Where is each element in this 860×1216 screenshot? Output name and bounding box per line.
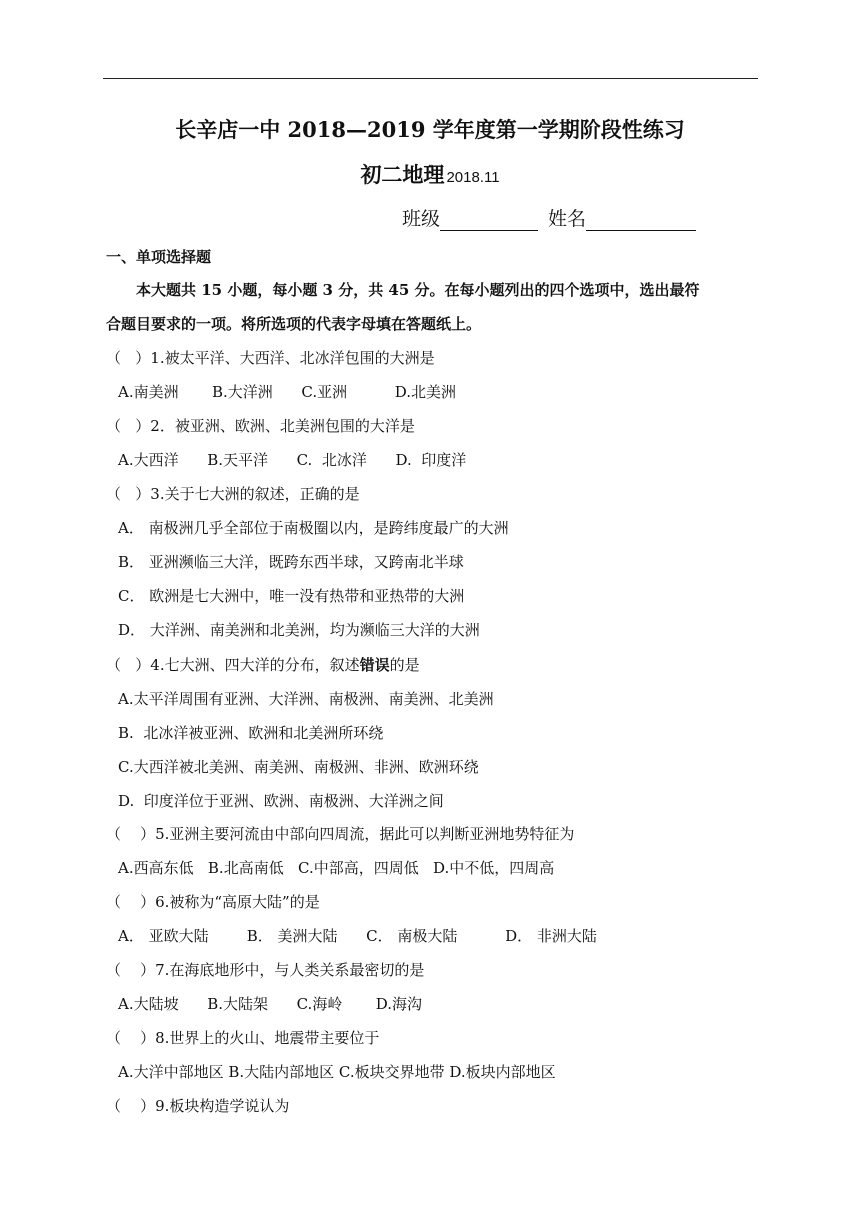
question-6-stem: （ ）6.被称为“高原大陆”的是 xyxy=(106,893,320,911)
question-3-option-c: C． 欧洲是七大洲中，唯一没有热带和亚热带的大洲 xyxy=(118,587,465,605)
section-intro-line2: 合题目要求的一项。将所选项的代表字母填在答题纸上。 xyxy=(106,315,482,333)
name-label: 姓名 xyxy=(548,208,587,230)
question-5-options: A.西高东低 B.北高南低 C.中部高，四周低 D.中不低，四周高 xyxy=(118,859,555,877)
question-1-options: A.南美洲 B.大洋洲 C.亚洲 D.北美洲 xyxy=(118,383,457,401)
question-4-option-d: D. 印度洋位于亚洲、欧洲、南极洲、大洋洲之间 xyxy=(118,792,444,810)
exam-title: 长辛店一中 2018—2019 学年度第一学期阶段性练习 xyxy=(175,117,685,142)
question-8-options: A.大洋中部地区 B.大陆内部地区 C.板块交界地带 D.板块内部地区 xyxy=(118,1063,556,1081)
name-blank[interactable] xyxy=(586,208,696,231)
question-4-option-c: C.大西洋被北美洲、南美洲、南极洲、非洲、欧洲环绕 xyxy=(118,758,479,776)
question-3-stem: （ ）3.关于七大洲的叙述，正确的是 xyxy=(106,485,360,503)
header-rule xyxy=(103,78,758,79)
question-7-stem: （ ）7.在海底地形中，与人类关系最密切的是 xyxy=(106,961,425,979)
question-3-option-d: D． 大洋洲、南美洲和北美洲，均为濒临三大洋的大洲 xyxy=(118,621,480,639)
class-label: 班级 xyxy=(402,208,441,230)
question-2-options: A.大西洋 B.天平洋 C. 北冰洋 D. 印度洋 xyxy=(118,451,467,469)
question-6-options: A． 亚欧大陆 B． 美洲大陆 C． 南极大陆 D． 非洲大陆 xyxy=(118,927,597,945)
question-4-stem xyxy=(106,654,420,675)
subject-label: 初二地理 xyxy=(360,162,445,187)
question-5-stem: （ ）5.亚洲主要河流由中部向四周流，据此可以判断亚洲地势特征为 xyxy=(106,825,575,843)
question-2-stem: （ ）2．被亚洲、欧洲、北美洲包围的大洋是 xyxy=(106,417,415,435)
question-8-stem: （ ）8.世界上的火山、地震带主要位于 xyxy=(106,1029,380,1047)
question-7-options: A.大陆坡 B.大陆架 C.海岭 D.海沟 xyxy=(118,995,422,1013)
question-4-option-a: A.太平洋周围有亚洲、大洋洲、南极洲、南美洲、北美洲 xyxy=(118,690,494,708)
section-intro-line1: 本大题共 15 小题，每小题 3 分，共 45 分。在每小题列出的四个选项中，选出最符 xyxy=(136,281,700,299)
question-4-option-b: B. 北冰洋被亚洲、欧洲和北美洲所环绕 xyxy=(118,724,384,742)
section-heading: 一、单项选择题 xyxy=(106,248,212,266)
question-1-stem: （ ）1.被太平洋、大西洋、北冰洋包围的大洲是 xyxy=(106,349,435,367)
class-blank[interactable] xyxy=(440,208,538,231)
exam-date: 2018.11 xyxy=(446,169,500,186)
question-3-option-b: B． 亚洲濒临三大洋，既跨东西半球，又跨南北半球 xyxy=(118,553,464,571)
question-9-stem: （ ）9.板块构造学说认为 xyxy=(106,1097,290,1115)
student-info xyxy=(402,204,696,231)
question-4-stem-pre: （ ）4.七大洲、四大洋的分布，叙述 xyxy=(106,656,360,674)
question-3-option-a: A． 南极洲几乎全部位于南极圈以内，是跨纬度最广的大洲 xyxy=(118,519,509,537)
question-4-stem-post: 的是 xyxy=(389,656,420,674)
question-4-emphasis: 错误 xyxy=(359,656,390,674)
exam-subtitle xyxy=(0,159,860,189)
